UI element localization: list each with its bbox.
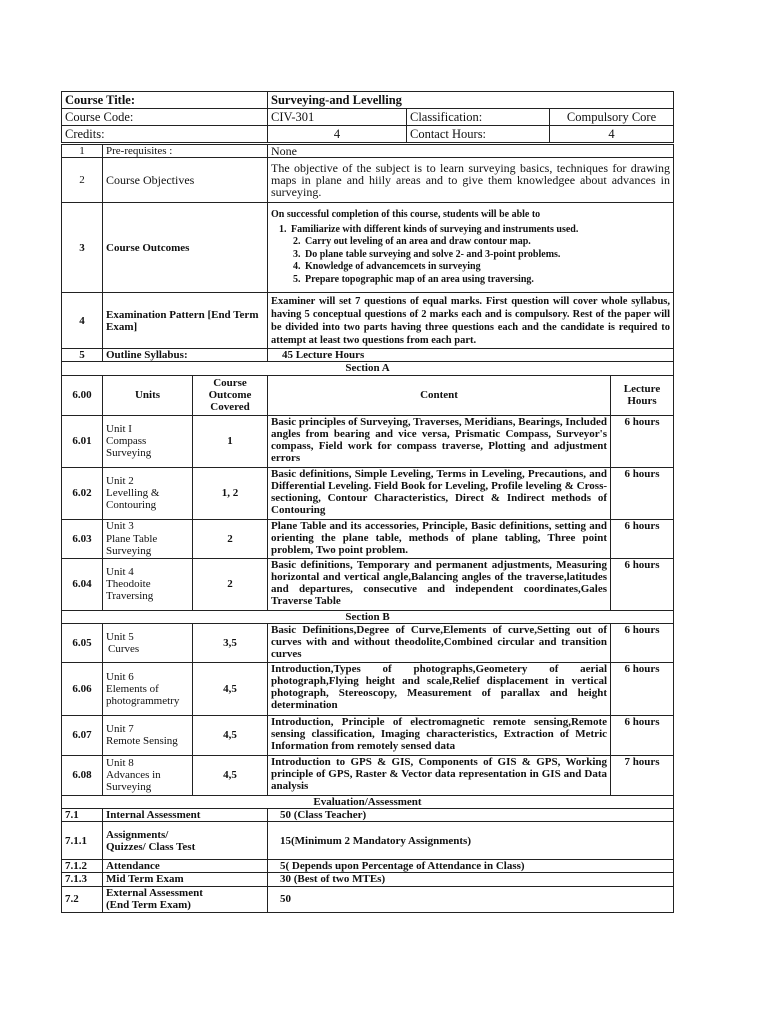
evaluation-label: Mid Term Exam <box>103 873 268 886</box>
unit-label: Unit I <box>106 422 132 435</box>
evaluation-number: 7.2 <box>62 886 103 912</box>
unit-label: Unit 4 <box>106 565 134 578</box>
course-code-row <box>62 109 674 126</box>
col-num-header: 6.00 <box>62 375 103 415</box>
unit-title: Advances in Surveying <box>106 769 161 794</box>
unit-content: Basic principles of Surveying, Traverses, Meridians, Bearings, Included angles from bearing and vice versa, Prismatic Compass, Surveyor's compass, Field work for compass traverse, Plotting and adjustment errors <box>268 415 611 467</box>
outline-row <box>62 349 674 362</box>
col-hours-header: Lecture Hours <box>611 375 674 415</box>
unit-name-cell <box>103 662 193 715</box>
unit-title: Elements of photogrammetry <box>106 682 180 707</box>
section-a-heading: Section A <box>62 362 674 375</box>
outcomes-list <box>271 224 670 287</box>
course-title-label: Course Title: <box>62 92 268 109</box>
unit-content: Plane Table and its accessories, Principle, Basic definitions, setting and orienting the plane table, methods of plane tabling, Three point problem, Two point problem. <box>268 519 611 558</box>
unit-label: Unit 5 <box>106 630 134 643</box>
evaluation-label: Attendance <box>103 860 268 873</box>
unit-row <box>62 623 674 662</box>
col-co-header: Course Outcome Covered <box>193 375 268 415</box>
unit-number: 6.08 <box>62 755 103 795</box>
unit-row <box>62 558 674 610</box>
unit-row <box>62 415 674 467</box>
evaluation-row <box>62 860 674 873</box>
evaluation-value: 50 <box>268 886 674 912</box>
row-number: 3 <box>62 203 103 293</box>
evaluation-row <box>62 873 674 886</box>
evaluation-number: 7.1 <box>62 809 103 822</box>
outcome-item: 2. Carry out leveling of an area and draw contour map. <box>303 236 670 249</box>
credits-label: Credits: <box>62 126 268 143</box>
exam-pattern-label: Examination Pattern [End Term Exam] <box>103 293 268 349</box>
unit-content: Introduction,Types of photographs,Geometery of aerial photograph,Flying height and scale,Relief displacement in vertical photograph, Stereoscopy, Measurement of parallax and height determination <box>268 662 611 715</box>
outcomes-intro: On successful completion of this course, students will be able to <box>271 209 541 221</box>
outcome-item: 1. Familiarize with different kinds of surveying and instruments used. <box>289 224 670 237</box>
outcome-item: 5. Prepare topographic map of an area using traversing. <box>303 274 670 287</box>
unit-co: 4,5 <box>193 755 268 795</box>
course-title-row <box>62 92 674 109</box>
credits-row <box>62 126 674 143</box>
unit-hours: 6 hours <box>611 519 674 558</box>
evaluation-heading: Evaluation/Assessment <box>62 795 674 808</box>
section-b-row <box>62 610 674 623</box>
unit-name-cell <box>103 415 193 467</box>
objectives-text: The objective of the subject is to learn surveying basics, techniques for drawing maps in plane and hiily areas and to give them knowledgee about advances in surveying. <box>268 158 674 203</box>
unit-name-cell <box>103 558 193 610</box>
col-content-header: Content <box>268 375 611 415</box>
unit-row <box>62 467 674 519</box>
outcome-item: 3. Do plane table surveying and solve 2- and 3-point problems. <box>303 249 670 262</box>
outcomes-label: Course Outcomes <box>103 203 268 293</box>
unit-label: Unit 2 <box>106 474 134 487</box>
unit-number: 6.04 <box>62 558 103 610</box>
course-code: CIV-301 <box>268 109 407 126</box>
row-number: 2 <box>62 158 103 203</box>
syllabus-table <box>61 144 674 913</box>
row-number: 1 <box>62 145 103 158</box>
unit-hours: 6 hours <box>611 467 674 519</box>
unit-name-cell <box>103 715 193 755</box>
objectives-label: Course Objectives <box>103 158 268 203</box>
classification-label: Classification: <box>407 109 550 126</box>
unit-name-cell <box>103 755 193 795</box>
unit-co: 1, 2 <box>193 467 268 519</box>
prereq-value: None <box>268 145 674 158</box>
unit-content: Basic definitions, Simple Leveling, Terms in Leveling, Precautions, and Differential Leveling. Field Book for Leveling, Profile leveling & Cross-sectioning, Contour Characteristics, Direct & Indirect methods of Contouring <box>268 467 611 519</box>
unit-co: 2 <box>193 558 268 610</box>
unit-title: Compass Surveying <box>106 435 152 460</box>
evaluation-label-text: Assignments/ Quizzes/ Class Test <box>106 828 196 853</box>
evaluation-row <box>62 886 674 912</box>
unit-row <box>62 519 674 558</box>
unit-number: 6.02 <box>62 467 103 519</box>
unit-title: Plane Table Surveying <box>106 532 158 557</box>
evaluation-heading-row <box>62 795 674 808</box>
prereq-label: Pre-requisites : <box>103 145 268 158</box>
classification: Compulsory Core <box>550 109 674 126</box>
outline-hours: 45 Lecture Hours <box>268 349 674 362</box>
unit-title: Curves <box>108 642 140 655</box>
evaluation-number: 7.1.1 <box>62 822 103 860</box>
unit-row <box>62 715 674 755</box>
course-code-label: Course Code: <box>62 109 268 126</box>
course-header-table <box>61 91 674 143</box>
unit-co: 4,5 <box>193 662 268 715</box>
evaluation-row <box>62 809 674 822</box>
unit-label: Unit 3 <box>106 520 134 533</box>
unit-hours: 6 hours <box>611 558 674 610</box>
unit-co: 1 <box>193 415 268 467</box>
course-title: Surveying-and Levelling <box>268 92 674 109</box>
row-number: 4 <box>62 293 103 349</box>
unit-name-cell <box>103 467 193 519</box>
evaluation-value: 50 (Class Teacher) <box>268 809 674 822</box>
exam-pattern-row <box>62 293 674 349</box>
unit-hours: 6 hours <box>611 623 674 662</box>
unit-number: 6.01 <box>62 415 103 467</box>
evaluation-value: 5( Depends upon Percentage of Attendance in Class) <box>268 860 674 873</box>
unit-hours: 6 hours <box>611 715 674 755</box>
unit-name-cell <box>103 519 193 558</box>
unit-content: Introduction, Principle of electromagnetic remote sensing,Remote sensing classification, Imaging characteristics, Extraction of Metric Information from remotely sensed data <box>268 715 611 755</box>
exam-pattern-text: Examiner will set 7 questions of equal marks. First question will cover whole syllabus, having 5 conceptual questions of 2 marks each and is compulsory. Rest of the paper will be divided into two parts having three questions each and the candidate is required to attempt at least two questions from each part. <box>268 293 674 349</box>
unit-title: Theodoite Traversing <box>106 578 154 603</box>
column-header-row <box>62 375 674 415</box>
unit-content: Basic Definitions,Degree of Curve,Elements of curve,Setting out of curves with and without theodolite,Combined circular and transition curves <box>268 623 611 662</box>
objectives-row <box>62 158 674 203</box>
unit-label: Unit 7 <box>106 723 134 736</box>
col-units-header: Units <box>103 375 193 415</box>
unit-number: 6.07 <box>62 715 103 755</box>
unit-label: Unit 6 <box>106 670 134 683</box>
unit-hours: 6 hours <box>611 415 674 467</box>
section-a-row <box>62 362 674 375</box>
unit-title: Remote Sensing <box>106 735 178 748</box>
outcome-item: 4. Knowledge of advancemcets in surveying <box>303 261 670 274</box>
unit-row <box>62 755 674 795</box>
outline-label: Outline Syllabus: <box>103 349 268 362</box>
evaluation-label <box>103 822 268 860</box>
evaluation-number: 7.1.3 <box>62 873 103 886</box>
evaluation-label-text: External Assessment (End Term Exam) <box>106 886 203 912</box>
evaluation-row <box>62 822 674 860</box>
unit-number: 6.03 <box>62 519 103 558</box>
evaluation-value: 15(Minimum 2 Mandatory Assignments) <box>268 822 674 860</box>
row-number: 5 <box>62 349 103 362</box>
unit-hours: 7 hours <box>611 755 674 795</box>
unit-co: 3,5 <box>193 623 268 662</box>
prereq-row <box>62 145 674 158</box>
evaluation-label: Internal Assessment <box>103 809 268 822</box>
unit-title: Levelling & Contouring <box>106 487 160 512</box>
unit-content: Introduction to GPS & GIS, Components of GIS & GPS, Working principle of GPS, Raster & Vector data representation in GIS and Data analysis <box>268 755 611 795</box>
unit-label: Unit 8 <box>106 757 134 769</box>
evaluation-label <box>103 886 268 912</box>
outcomes-cell <box>268 203 674 293</box>
unit-co: 2 <box>193 519 268 558</box>
unit-hours: 6 hours <box>611 662 674 715</box>
contact-hours-label: Contact Hours: <box>407 126 550 143</box>
unit-content: Basic definitions, Temporary and permanent adjustments, Measuring horizontal and vertical angle,Balancing angles of the traverse,latitudes and departures, consecutive and independent coordinates,Gales Traverse Table <box>268 558 611 610</box>
evaluation-value: 30 (Best of two MTEs) <box>268 873 674 886</box>
unit-number: 6.06 <box>62 662 103 715</box>
unit-number: 6.05 <box>62 623 103 662</box>
unit-row <box>62 662 674 715</box>
unit-co: 4,5 <box>193 715 268 755</box>
unit-name-cell <box>103 623 193 662</box>
contact-hours: 4 <box>550 126 674 143</box>
outcomes-row <box>62 203 674 293</box>
section-b-heading: Section B <box>62 610 674 623</box>
credits: 4 <box>268 126 407 143</box>
evaluation-number: 7.1.2 <box>62 860 103 873</box>
